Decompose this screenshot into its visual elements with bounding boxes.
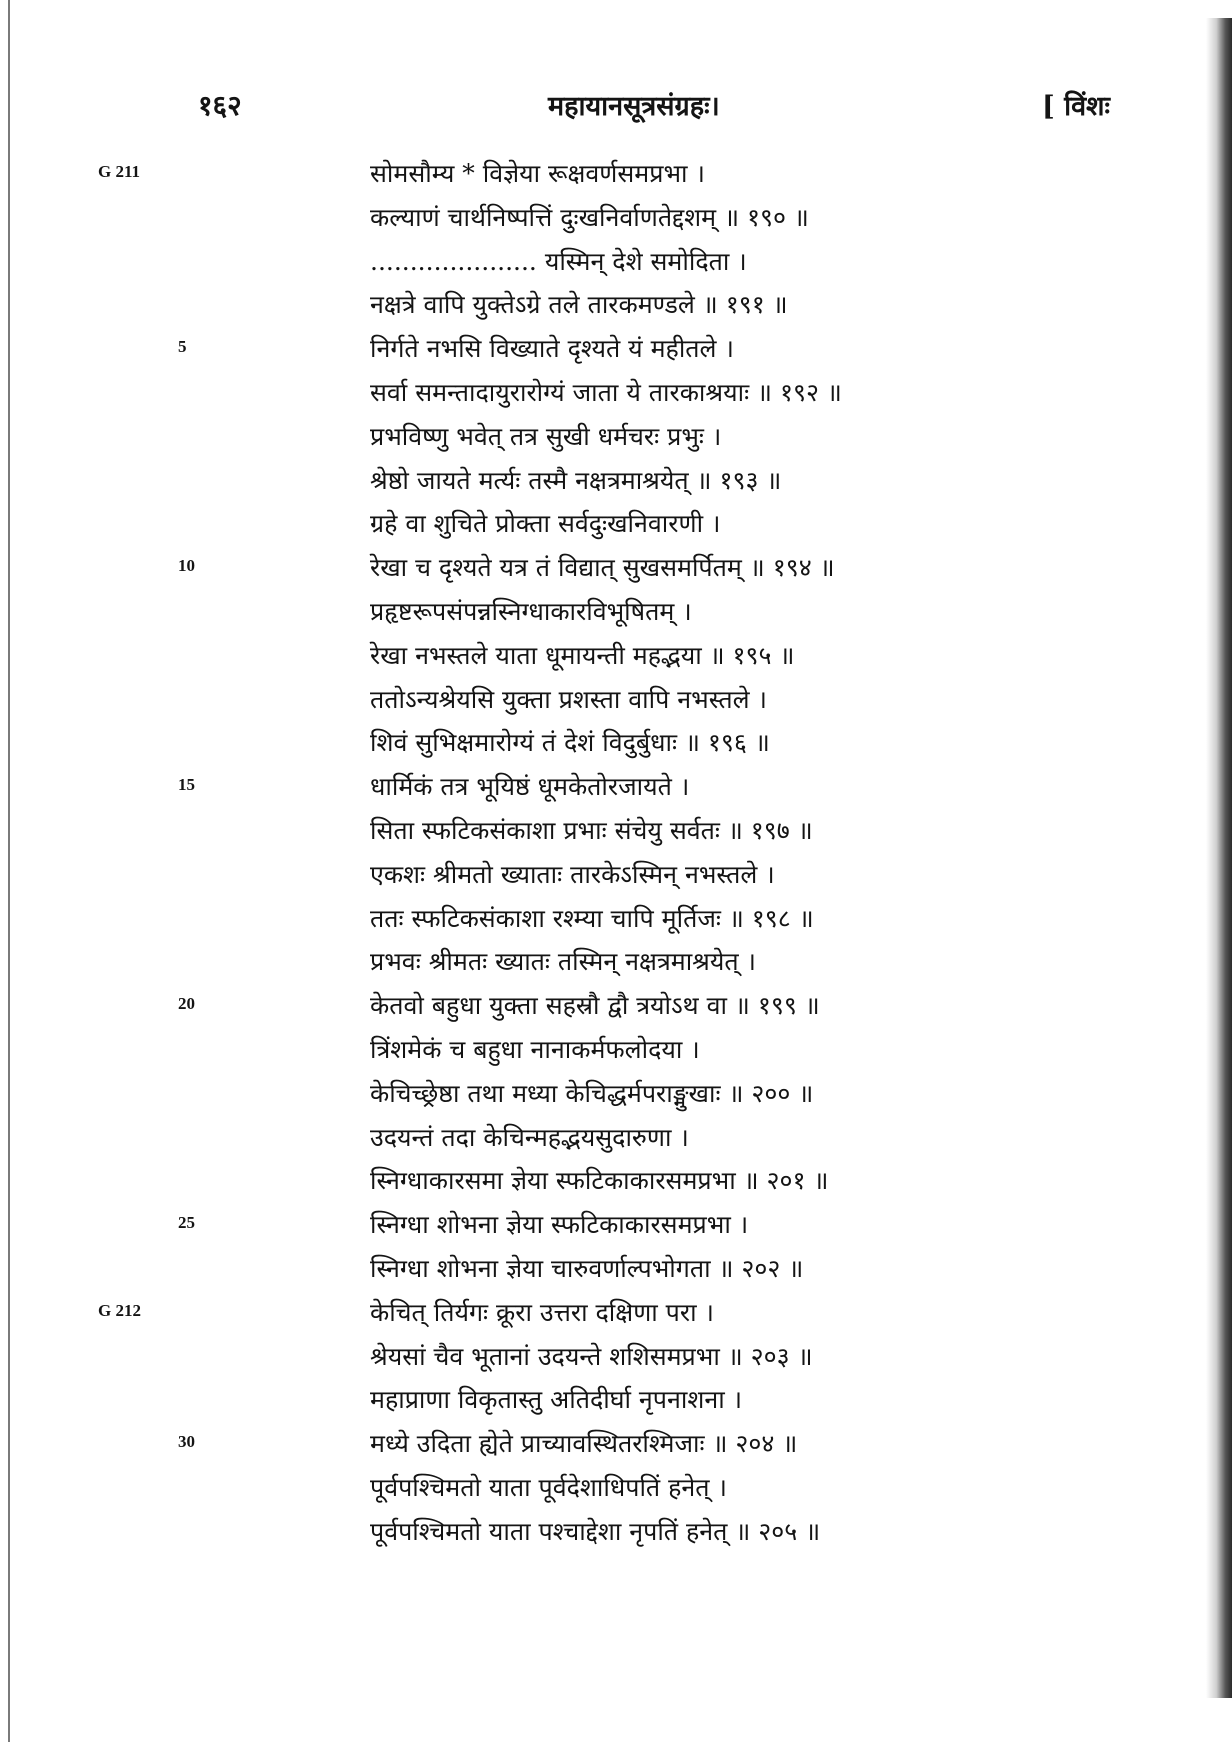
verse-text: सोमसौम्य * विज्ञेया रूक्षवर्णसमप्रभा । xyxy=(370,159,705,188)
verse-line xyxy=(0,419,1232,463)
page-number: १६२ xyxy=(198,89,242,122)
verse-line xyxy=(0,1120,1232,1164)
verse-line xyxy=(0,901,1232,945)
verse-line xyxy=(0,769,1232,813)
verse-line xyxy=(0,1163,1232,1207)
verse-text: मध्ये उदिता ह्येते प्राच्यावस्थितरश्मिजाः ॥ २०४ ॥ xyxy=(370,1429,798,1459)
verse-line xyxy=(0,1426,1232,1470)
verse-line xyxy=(0,1514,1232,1558)
verse-text: नक्षत्रे वापि युक्तेऽग्रे तले तारकमण्डले ॥ १९१ ॥ xyxy=(370,290,788,320)
verse-line xyxy=(0,1251,1232,1295)
verse-text: केतवो बहुधा युक्ता सहस्रौ द्वौ त्रयोऽथ वा ॥ १९९ ॥ xyxy=(370,991,820,1021)
verse-lines xyxy=(0,156,1232,1558)
verse-text: धार्मिकं तत्र भूयिष्ठं धूमकेतोरजायते । xyxy=(370,772,690,802)
verse-text: उदयन्तं तदा केचिन्महद्भयसुदारुणा । xyxy=(370,1122,689,1152)
verse-text: शिवं सुभिक्षमारोग्यं तं देशं विदुर्बुधाः ॥ १९६ ॥ xyxy=(370,728,770,758)
verse-line xyxy=(0,156,1232,200)
verse-line xyxy=(0,463,1232,507)
verse-line xyxy=(0,244,1232,288)
verse-text: प्रभविष्णु भवेत् तत्र सुखी धर्मचरः प्रभुः । xyxy=(370,421,722,451)
verse-text: महाप्राणा विकृतास्तु अतिदीर्घा नृपनाशना । xyxy=(370,1385,743,1415)
page-header xyxy=(0,86,1232,130)
verse-text: श्रेयसां चैव भूतानां उदयन्ते शशिसमप्रभा ॥ २०३ ॥ xyxy=(370,1341,813,1371)
verse-line xyxy=(0,550,1232,594)
verse-line xyxy=(0,200,1232,244)
verse-text: सर्वा समन्तादायुरारोग्यं जाता ये तारकाश्रयाः ॥ १९२ ॥ xyxy=(370,377,842,407)
manuscript-folio-ref: G 212 xyxy=(98,1300,141,1320)
line-number: 10 xyxy=(178,556,195,576)
verse-text: केचित् तिर्यगः क्रूरा उत्तरा दक्षिणा परा । xyxy=(370,1297,715,1327)
verse-line xyxy=(0,1207,1232,1251)
verse-text: ग्रहे वा शुचिते प्रोक्ता सर्वदुःखनिवारणी । xyxy=(370,509,721,539)
verse-text: निर्गते नभसि विख्याते दृश्यते यं महीतले । xyxy=(370,334,734,364)
verse-line xyxy=(0,682,1232,726)
verse-text: कल्याणं चार्थनिष्पत्तिं दुःखनिर्वाणतेद्दशम् ॥ १९० ॥ xyxy=(370,202,809,232)
verse-line xyxy=(0,1076,1232,1120)
verse-line xyxy=(0,988,1232,1032)
verse-line xyxy=(0,638,1232,682)
verse-text: एकशः श्रीमतो ख्याताः तारकेऽस्मिन् नभस्तले । xyxy=(370,859,775,889)
verse-text: ततोऽन्यश्रेयसि युक्ता प्रशस्ता वापि नभस्तले । xyxy=(370,684,768,714)
running-title: महायानसूत्रसंग्रहः। xyxy=(548,91,720,122)
line-number: 20 xyxy=(178,994,195,1014)
verse-line xyxy=(0,1032,1232,1076)
verse-line xyxy=(0,1470,1232,1514)
verse-text: त्रिंशमेकं च बहुधा नानाकर्मफलोदया । xyxy=(370,1034,700,1064)
verse-line xyxy=(0,506,1232,550)
verse-line xyxy=(0,857,1232,901)
verse-text: स्निग्धाकारसमा ज्ञेया स्फटिकाकारसमप्रभा ॥ २०१ ॥ xyxy=(370,1166,829,1196)
verse-text: केचिच्छ्रेष्ठा तथा मध्या केचिद्धर्मपराङ्मुखाः ॥ २०० ॥ xyxy=(370,1078,814,1108)
line-number: 5 xyxy=(178,337,187,357)
verse-text: प्रहृष्टरूपसंपन्नस्निग्धाकारविभूषितम् । xyxy=(370,596,692,626)
verse-line xyxy=(0,1382,1232,1426)
verse-text: स्निग्धा शोभना ज्ञेया स्फटिकाकारसमप्रभा । xyxy=(370,1210,749,1240)
verse-line xyxy=(0,594,1232,638)
verse-line xyxy=(0,375,1232,419)
verse-text: श्रेष्ठो जायते मर्त्यः तस्मै नक्षत्रमाश्रयेत् ॥ १९३ ॥ xyxy=(370,465,782,495)
verse-text: प्रभवः श्रीमतः ख्यातः तस्मिन् नक्षत्रमाश्रयेत् । xyxy=(370,947,757,977)
verse-line xyxy=(0,331,1232,375)
verse-line xyxy=(0,813,1232,857)
verse-text: पूर्वपश्चिमतो याता पश्चाद्देशा नृपतिं हनेत् ॥ २०५ ॥ xyxy=(370,1516,821,1546)
line-number: 15 xyxy=(178,775,195,795)
verse-text: पूर्वपश्चिमतो याता पूर्वदेशाधिपतिं हनेत् । xyxy=(370,1472,727,1502)
verse-text: ततः स्फटिकसंकाशा रश्म्या चापि मूर्तिजः ॥ १९८ ॥ xyxy=(370,903,814,933)
section-mark: [ विंशः xyxy=(1042,91,1110,122)
verse-text: स्निग्धा शोभना ज्ञेया चारुवर्णाल्पभोगता ॥ २०२ ॥ xyxy=(370,1253,804,1283)
verse-text: रेखा नभस्तले याता धूमायन्ती महद्भया ॥ १९५ ॥ xyxy=(370,640,795,670)
line-number: 25 xyxy=(178,1213,195,1233)
verse-line xyxy=(0,1339,1232,1383)
manuscript-folio-ref: G 211 xyxy=(98,162,141,181)
verse-text: रेखा च दृश्यते यत्र तं विद्यात् सुखसमर्पितम् ॥ १९४ ॥ xyxy=(370,553,835,583)
verse-line xyxy=(0,1295,1232,1339)
verse-text: ..................... यस्मिन् देशे समोदिता । xyxy=(370,246,747,276)
line-number: 30 xyxy=(178,1432,195,1452)
verse-text: सिता स्फटिकसंकाशा प्रभाः संचेयु सर्वतः ॥ १९७ ॥ xyxy=(370,815,813,845)
verse-line xyxy=(0,944,1232,988)
verse-line xyxy=(0,725,1232,769)
verse-line xyxy=(0,287,1232,331)
